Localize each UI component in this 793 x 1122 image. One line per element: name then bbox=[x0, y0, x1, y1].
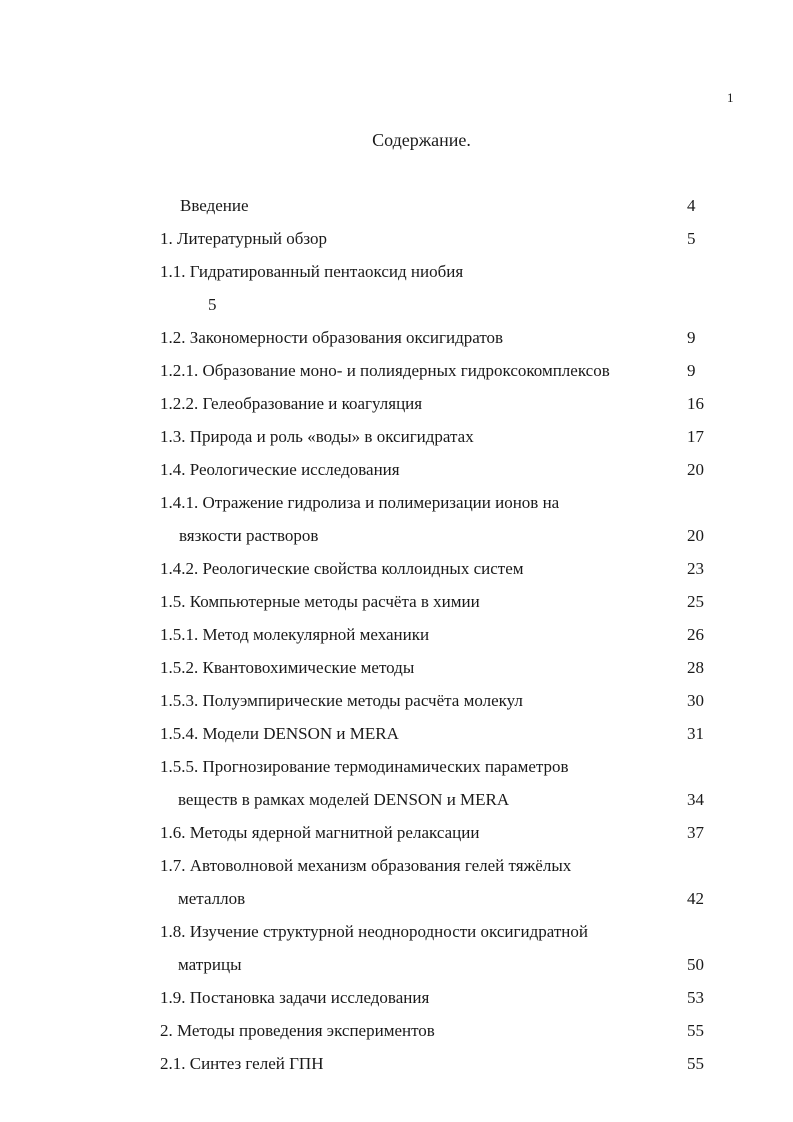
toc-line-10 bbox=[0, 524, 793, 548]
toc-line-2 bbox=[0, 260, 793, 284]
toc-entry-page: 28 bbox=[687, 658, 704, 677]
toc-line-25 bbox=[0, 1019, 793, 1043]
toc-entry-page: 37 bbox=[687, 823, 704, 842]
toc-entry-page: 4 bbox=[687, 196, 696, 215]
toc-entry-page: 53 bbox=[687, 988, 704, 1007]
page-title: Содержание. bbox=[372, 130, 471, 150]
toc-entry-text: 1.1. Гидратированный пентаоксид ниобия bbox=[160, 262, 464, 281]
toc-line-3 bbox=[0, 293, 793, 317]
toc-entry-text: 1.2. Закономерности образования оксигидратов bbox=[160, 328, 504, 347]
toc-entry-text: вязкости растворов bbox=[179, 526, 319, 545]
toc-line-4 bbox=[0, 326, 793, 350]
toc-entry-text: 2.1. Синтез гелей ГПН bbox=[160, 1054, 324, 1073]
toc-entry-page: 50 bbox=[687, 955, 704, 974]
toc-entry-text: 1.5.5. Прогнозирование термодинамических параметров bbox=[160, 757, 569, 776]
toc-entry-page: 17 bbox=[687, 427, 704, 446]
toc-line-23 bbox=[0, 953, 793, 977]
toc-line-18 bbox=[0, 788, 793, 812]
toc-entry-text: 1.7. Автоволновой механизм образования гелей тяжёлых bbox=[160, 856, 572, 875]
toc-line-24 bbox=[0, 986, 793, 1010]
toc-entry-text: матрицы bbox=[178, 955, 242, 974]
toc-line-11 bbox=[0, 557, 793, 581]
toc-line-21 bbox=[0, 887, 793, 911]
toc-entry-text: 1.2.1. Образование моно- и полиядерных гидроксокомплексов bbox=[160, 361, 610, 380]
toc-entry-page: 20 bbox=[687, 526, 704, 545]
toc-line-13 bbox=[0, 623, 793, 647]
toc-line-22 bbox=[0, 920, 793, 944]
toc-entry-page: 23 bbox=[687, 559, 704, 578]
toc-line-8 bbox=[0, 458, 793, 482]
toc-entry-text: 1.9. Постановка задачи исследования bbox=[160, 988, 430, 1007]
toc-entry-text: 1.2.2. Гелеобразование и коагуляция bbox=[160, 394, 423, 413]
toc-line-26 bbox=[0, 1052, 793, 1076]
toc-entry-text: 1.5.1. Метод молекулярной механики bbox=[160, 625, 430, 644]
toc-entry-page: 26 bbox=[687, 625, 704, 644]
toc-entry-page: 34 bbox=[687, 790, 704, 809]
toc-entry-text: 1. Литературный обзор bbox=[160, 229, 328, 248]
toc-entry-page: 30 bbox=[687, 691, 704, 710]
toc-entry-text: 2. Методы проведения экспериментов bbox=[160, 1021, 435, 1040]
toc-line-12 bbox=[0, 590, 793, 614]
toc-line-6 bbox=[0, 392, 793, 416]
toc-entry-page: 55 bbox=[687, 1021, 704, 1040]
toc-line-19 bbox=[0, 821, 793, 845]
toc-line-7 bbox=[0, 425, 793, 449]
toc-entry-page: 25 bbox=[687, 592, 704, 611]
toc-entry-text: 5 bbox=[208, 295, 217, 314]
toc-entry-text: 1.5.2. Квантовохимические методы bbox=[160, 658, 415, 677]
toc-entry-text: 1.4.2. Реологические свойства коллоидных систем bbox=[160, 559, 524, 578]
toc-line-16 bbox=[0, 722, 793, 746]
toc-line-15 bbox=[0, 689, 793, 713]
toc-line-20 bbox=[0, 854, 793, 878]
toc-entry-page: 42 bbox=[687, 889, 704, 908]
toc-entry-page: 55 bbox=[687, 1054, 704, 1073]
toc-entry-text: 1.5. Компьютерные методы расчёта в химии bbox=[160, 592, 480, 611]
toc-entry-page: 16 bbox=[687, 394, 704, 413]
toc-entry-page: 20 bbox=[687, 460, 704, 479]
toc-entry-text: 1.3. Природа и роль «воды» в оксигидратах bbox=[160, 427, 474, 446]
toc-entry-text: 1.4.1. Отражение гидролиза и полимеризации ионов на bbox=[160, 493, 560, 512]
toc-entry-text: веществ в рамках моделей DENSON и MERA bbox=[178, 790, 510, 809]
toc-entry-page: 31 bbox=[687, 724, 704, 743]
toc-line-5 bbox=[0, 359, 793, 383]
toc-entry-text: 1.8. Изучение структурной неоднородности оксигидратной bbox=[160, 922, 588, 941]
page-number: 1 bbox=[727, 90, 734, 105]
toc-entry-text: 1.4. Реологические исследования bbox=[160, 460, 400, 479]
toc-entry-page: 5 bbox=[687, 229, 696, 248]
toc-entry-text: металлов bbox=[178, 889, 246, 908]
toc-line-17 bbox=[0, 755, 793, 779]
toc-line-14 bbox=[0, 656, 793, 680]
toc-entry-text: 1.6. Методы ядерной магнитной релаксации bbox=[160, 823, 480, 842]
toc-entry-text: 1.5.4. Модели DENSON и MERA bbox=[160, 724, 399, 743]
toc-entry-page: 9 bbox=[687, 328, 696, 347]
toc-line-9 bbox=[0, 491, 793, 515]
toc-entry-text: 1.5.3. Полуэмпирические методы расчёта молекул bbox=[160, 691, 523, 710]
toc-line-0 bbox=[0, 194, 793, 218]
toc-entry-page: 9 bbox=[687, 361, 696, 380]
toc-line-1 bbox=[0, 227, 793, 251]
toc-entry-text: Введение bbox=[180, 196, 249, 215]
